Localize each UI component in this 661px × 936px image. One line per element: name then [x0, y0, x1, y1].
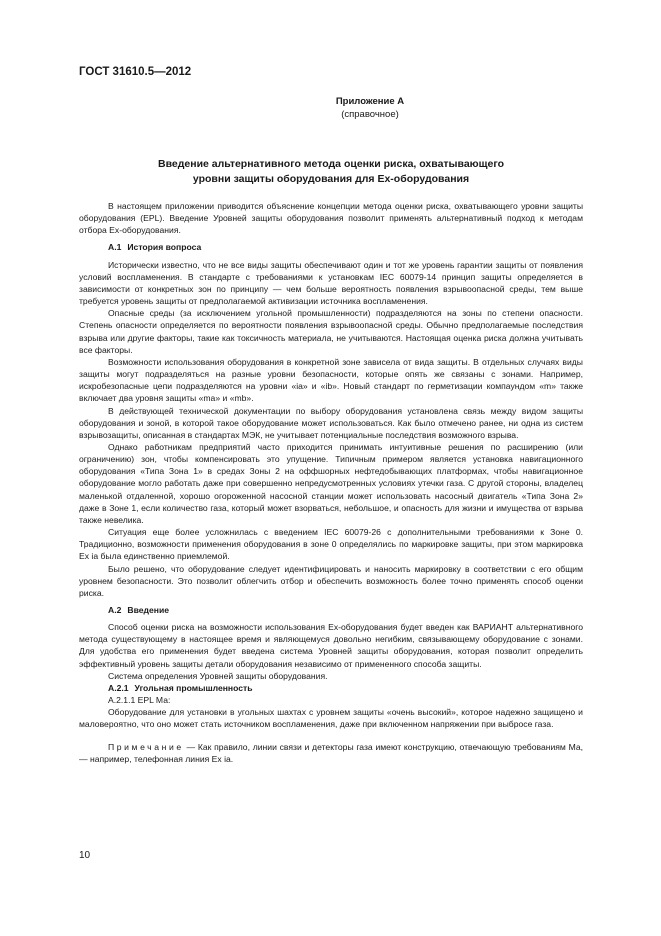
document-title [79, 157, 583, 187]
note-text: — Как правило, линии связи и детекторы газа имеют конструкцию, отвечающую требованиям Ма, — например, телефонная линия Ех ia. [79, 741, 583, 764]
paragraph: Исторически известно, что не все виды защиты обеспечивают один и тот же уровень гарантии защиты от появления условий воспламенения. В стандарте с требованиями к установкам IEC 60079-14 принцип защиты определяется в зависимости от конкретных зон по принципу — чем больше вероятность появления взрывоопасной среды, тем выше требуется уровень защиты от предполагаемой активизации источника воспламенения. [79, 259, 583, 307]
paragraph: Система определения Уровней защиты оборудования. [108, 670, 328, 681]
appendix-subtitle: (справочное) [341, 109, 399, 120]
paragraph: Было решено, что оборудование следует идентифицировать и наносить маркировку в соответствии с его общим уровнем безопасности. Это позволит облегчить отбор и обеспечить возможность более точно применять способ оценки риска. [79, 563, 583, 598]
subsection-label-a211: А.2.1.1 EPL Ма: [108, 695, 171, 706]
note-label: Примечание [108, 741, 184, 752]
paragraph: Способ оценки риска на возможности использования Ех-оборудования будет введен как ВАРИАНТ альтернативного метода существующему в настоящее время и являющемуся довольно негибким, связывающему оборудование с зонами. Для удобства его применения будет введена система Уровней защиты оборудования, которая позволит определить эффективный уровень защиты детали оборудования независимо от примененного способа защиты. [79, 622, 583, 669]
appendix-title: Приложение А [335, 96, 405, 107]
subsection-heading-a21: А.2.1 Угольная промышленность [108, 682, 253, 693]
note-paragraph [79, 741, 583, 765]
standard-header: ГОСТ 31610.5—2012 [79, 66, 192, 78]
document-title-line-1: Введение альтернативного метода оценки риска, охватывающего [157, 158, 504, 170]
page-number: 10 [79, 850, 91, 861]
paragraph: Опасные среды (за исключением угольной промышленности) подразделяются на зоны по степени опасности. Степень опасности определяется по вероятности появления взрывоопасной среды. Обычно предполагаемые последствия взрыва или другие факторы, такие как токсичность материала, не учитываются. Настоящая оценка риска должна учитывать все факторы. [79, 308, 583, 355]
document-body [79, 200, 583, 765]
appendix-label [280, 95, 460, 121]
document-title-line-2: уровни защиты оборудования для Ех-оборудования [192, 173, 470, 185]
paragraph: Ситуация еще более усложнилась с введением IEC 60079-26 с дополнительными требованиями к Зоне 0. Традиционно, возможности применения оборудования в зоне 0 определялись по маркировке защиты, при этом маркировка Ех ia была единственно приемлемой. [79, 527, 583, 562]
paragraph: Возможности использования оборудования в конкретной зоне зависела от вида защиты. В отдельных случаях виды защиты могут подразделяться на разные уровни безопасности, которые опять же связаны с зонами. Например, искробезопасные цепи подразделяются на уровни «ia» и «ib». Новый стандарт по герметизации компаундом «m» также включает два уровня защиты «ma» и «mb». [79, 356, 583, 404]
intro-paragraph: В настоящем приложении приводится объяснение концепции метода оценки риска, охватывающего уровни защиты оборудования (EPL). Введение Уровней защиты оборудования позволит применять альтернативный подход к методам отбора Ех-оборудования. [79, 201, 583, 236]
section-heading-a2: А.2 Введение [108, 605, 170, 615]
paragraph: Оборудование для установки в угольных шахтах с уровнем защиты «очень высокий», которое надежно защищено и маловероятно, что оно может стать источником воспламенения, даже при включенном напряжении при выбросе газа. [79, 707, 583, 730]
paragraph: В действующей технической документации по выбору оборудования установлена связь между видом защиты оборудования и зоной, в которой такое оборудование может использоваться. Как было отмечено ранее, ни одна из систем взрывозащиты, описанная в стандартах МЭК, не учитывает потенциальные последствия возможного взрыва. [79, 405, 583, 440]
paragraph: Однако работникам предприятий часто приходится принимать интуитивные решения по расширению (или ограничению) зон, чтобы компенсировать это упущение. Типичным примером является установка навигационного оборудования «Типа Зона 1» в средах Зоны 2 на оффшорных нефтедобывающих платформах, чтобы навигационное оборудование могло работать даже при совершенно непредусмотренных условиях утечки газа. С другой стороны, владелец маленькой отдаленной, хорошо огороженной насосной станции может использовать насосный двигатель «Типа Зона 2» даже в Зоне 1, если количество газа, который может взорваться, небольшое, и опасность для жизни и имущества от взрыва также невелика. [79, 441, 583, 525]
section-heading-a1: А.1 История вопроса [108, 242, 202, 253]
